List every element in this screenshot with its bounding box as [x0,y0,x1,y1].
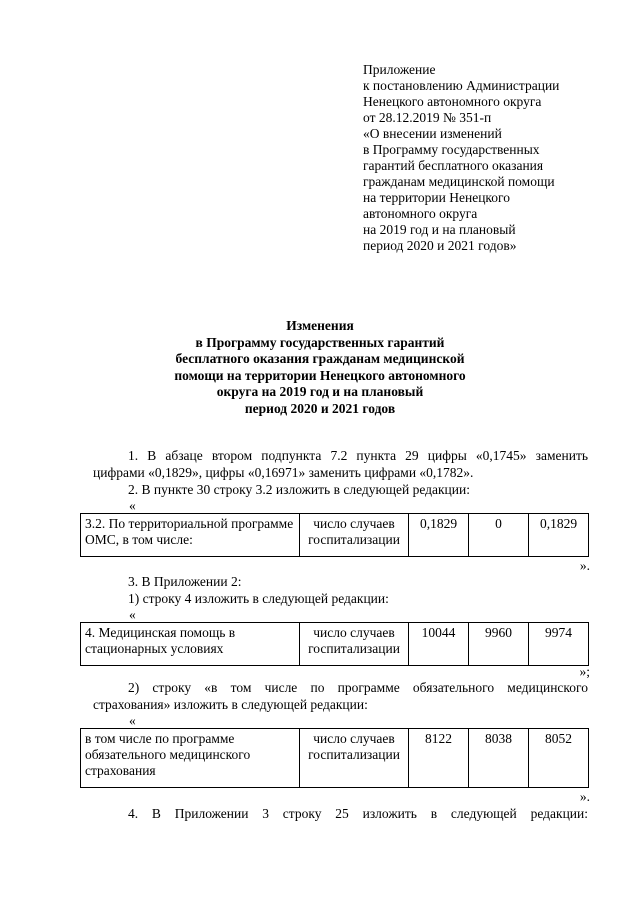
appendix-line: Приложение [363,62,436,77]
item2-text: 2. В пункте 30 строку 3.2 изложить в следующей редакции: [128,482,470,497]
open-quote: « [129,713,136,728]
heading-line: в Программу государственных гарантий [195,334,445,350]
open-quote: « [129,498,136,513]
heading-line: Изменения [286,318,354,333]
appendix-block [363,62,623,254]
unit-cell: число случаев госпитализации [300,623,409,666]
value-cell: 0,1829 [409,514,469,557]
unit-cell: число случаев госпитализации [300,729,409,788]
item4-text: 4. В Приложении 3 строку 25 изложить в следующей редакции: [128,806,588,821]
appendix-line: гарантий бесплатного оказания [363,158,544,173]
value-cell: 8052 [529,729,589,788]
row-name-cell: 4. Медицинская помощь в стационарных условиях [81,623,300,666]
value-cell: 10044 [409,623,469,666]
appendix-line: на территории Ненецкого [363,190,511,205]
open-quote: « [129,607,136,622]
end-quote: »; [579,664,590,679]
item1-line2: цифрами «0,1829», цифры «0,16971» заменить цифрами «0,1782». [93,465,474,480]
item1-line1: 1. В абзаце втором подпункта 7.2 пункта 29 цифры «0,1745» заменить [128,448,588,463]
item3-2-line2: страхования» изложить в следующей редакции: [93,697,368,712]
row-name-cell: 3.2. По территориальной программе ОМС, в том числе: [81,514,300,557]
appendix-line: период 2020 и 2021 годов» [363,238,517,253]
unit-cell: число случаев госпитализации [300,514,409,557]
appendix-line: «О внесении изменений [363,126,502,141]
table-row-oms [80,728,589,788]
appendix-line: в Программу государственных [363,142,540,157]
value-cell: 0 [469,514,529,557]
heading-line: бесплатного оказания гражданам медицинской [175,351,465,366]
appendix-line: на 2019 год и на плановый [363,222,516,237]
appendix-line: к постановлению Администрации [363,78,560,93]
value-cell: 9960 [469,623,529,666]
item3-text: 3. В Приложении 2: [128,574,242,589]
value-cell: 9974 [529,623,589,666]
appendix-line: автономного округа [363,206,478,221]
item3-2-line1: 2) строку «в том числе по программе обязательного медицинского [128,680,588,695]
heading-line: помощи на территории Ненецкого автономного [174,367,466,383]
table-row-4 [80,622,589,666]
end-quote: ». [579,789,590,804]
appendix-line: от 28.12.2019 № 351-п [363,110,492,125]
table-row-3-2 [80,513,589,557]
value-cell: 0,1829 [529,514,589,557]
appendix-line: Ненецкого автономного округа [363,94,542,109]
heading-line: округа на 2019 год и на плановый [216,384,424,399]
row-name-cell: в том числе по программе обязательного медицинского страхования [81,729,300,788]
appendix-line: гражданам медицинской помощи [363,174,555,189]
value-cell: 8038 [469,729,529,788]
end-quote: ». [579,558,590,573]
document-heading [0,318,640,417]
value-cell: 8122 [409,729,469,788]
item3-1-text: 1) строку 4 изложить в следующей редакции: [128,591,389,606]
heading-line: период 2020 и 2021 годов [244,400,396,416]
